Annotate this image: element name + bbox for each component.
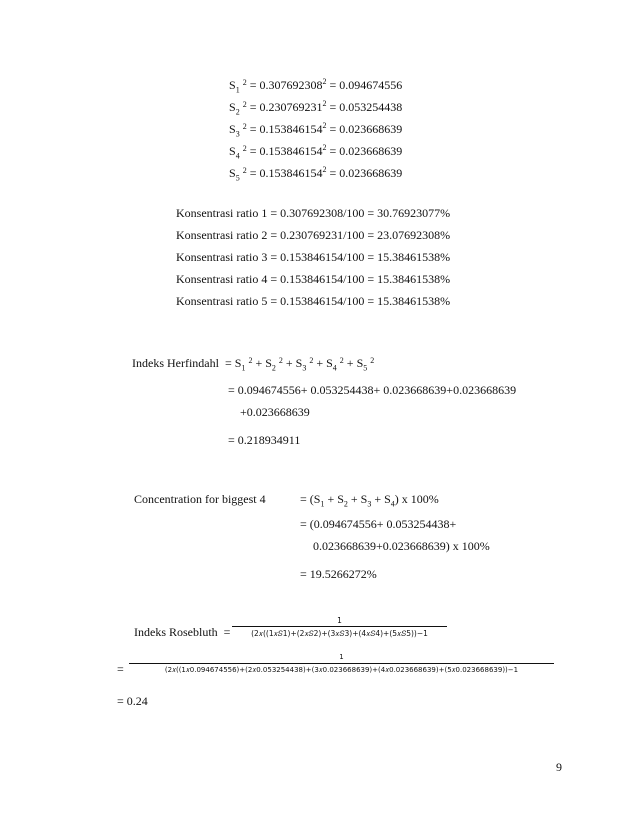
herfindahl-formula: Indeks Herfindahl = $S_1^2 + S_2^2 + S_3^2 + S_4^2 + S_5^2$ bbox=[132, 356, 375, 373]
square-line-1: $S_1^2 = 0.307692308^2 = 0.094674556$ bbox=[229, 77, 403, 95]
rosebluth-fraction-symbolic bbox=[232, 615, 447, 639]
concentration-sum-cont: 0.023668639+0.023668639) x 100% bbox=[313, 539, 490, 553]
rosebluth-label-line: Indeks Rosebluth = bbox=[134, 625, 231, 639]
rosebluth-label: Indeks Rosebluth bbox=[134, 625, 218, 639]
rosebluth-numerator-2: 1 bbox=[339, 653, 344, 661]
rosebluth-denominator: (2𝑥((1𝑥𝑆1)+(2𝑥𝑆2)+(3𝑥𝑆3)+(4𝑥𝑆4)+(5𝑥𝑆5))−1 bbox=[251, 629, 428, 638]
concentration-label: Concentration for biggest 4 bbox=[134, 492, 266, 506]
square-line-5: $S_5^2 = 0.153846154^2 = 0.023668639$ bbox=[229, 165, 403, 183]
square-line-2: $S_2^2 = 0.230769231^2 = 0.053254438$ bbox=[229, 99, 403, 117]
rosebluth-denominator-2: (2𝑥((1𝑥0.094674556)+(2𝑥0.053254438)+(3𝑥0.023668639)+(4𝑥0.023668639)+(5𝑥0.023668639))−1 bbox=[164, 666, 519, 674]
ratio-line-4: Konsentrasi ratio 4 = 0.153846154/100 = 15.38461538% bbox=[176, 272, 451, 286]
herfindahl-result: = 0.218934911 bbox=[228, 433, 301, 447]
ratio-line-5: Konsentrasi ratio 5 = 0.153846154/100 = 15.38461538% bbox=[176, 294, 451, 308]
ratio-line-3: Konsentrasi ratio 3 = 0.153846154/100 = 15.38461538% bbox=[176, 250, 451, 264]
page-number: 9 bbox=[556, 760, 562, 774]
herfindahl-sum-cont: +0.023668639 bbox=[240, 405, 310, 419]
square-line-4: $S_4^2 = 0.153846154^2 = 0.023668639$ bbox=[229, 143, 403, 161]
ratio-line-2: Konsentrasi ratio 2 = 0.230769231/100 = 23.07692308% bbox=[176, 228, 451, 242]
herfindahl-sum-line: = 0.094674556+ 0.053254438+ 0.023668639+0.023668639 bbox=[228, 383, 517, 397]
concentration-sum-line: = (0.094674556+ 0.053254438+ bbox=[300, 517, 457, 531]
square-line-3: $S_3^2 = 0.153846154^2 = 0.023668639$ bbox=[229, 121, 403, 139]
ratio-line-1: Konsentrasi ratio 1 = 0.307692308/100 = 30.76923077% bbox=[176, 206, 451, 220]
concentration-result: = 19.5266272% bbox=[300, 567, 377, 581]
rosebluth-numerator: 1 bbox=[337, 616, 342, 625]
rosebluth-fraction-numeric bbox=[129, 652, 554, 676]
concentration-formula: = $(S_1 + S_2 + S_3 + S_4)$ x 100% bbox=[300, 492, 439, 509]
herfindahl-label: Indeks Herfindahl bbox=[132, 356, 219, 370]
rosebluth-result: = 0.24 bbox=[117, 694, 148, 708]
rosebluth-eq2: = bbox=[117, 662, 124, 676]
